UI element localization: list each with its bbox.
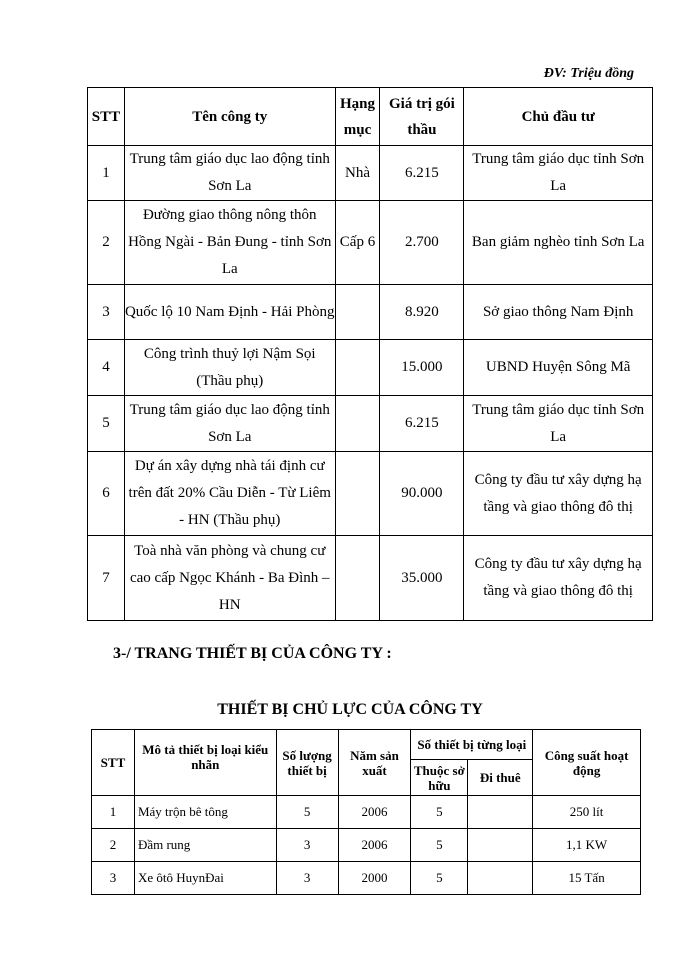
row-rented	[468, 862, 533, 895]
table-row	[92, 862, 641, 895]
unit-note: ĐV: Triệu đồng	[543, 66, 634, 81]
row-stt: 2	[88, 201, 125, 285]
table-header-row	[92, 730, 641, 760]
row-value: 90.000	[380, 452, 464, 536]
row-investor: Công ty đầu tư xây dựng hạ tầng và giao thông đô thị	[464, 536, 653, 621]
row-owned: 5	[411, 796, 468, 829]
row-qty: 3	[276, 829, 338, 862]
row-rented	[468, 796, 533, 829]
row-year: 2006	[338, 796, 411, 829]
row-stt: 7	[88, 536, 125, 621]
row-investor: Công ty đầu tư xây dựng hạ tầng và giao thông đô thị	[464, 452, 653, 536]
table-row	[88, 285, 653, 340]
row-company: Toà nhà văn phòng và chung cư cao cấp Ngọc Khánh - Ba Đình – HN	[124, 536, 335, 621]
row-category	[335, 340, 380, 396]
row-category	[335, 285, 380, 340]
table-row	[88, 340, 653, 396]
row-investor: Sở giao thông Nam Định	[464, 285, 653, 340]
row-stt: 6	[88, 452, 125, 536]
row-desc: Máy trộn bê tông	[134, 796, 276, 829]
table-row	[88, 201, 653, 285]
row-company: Dự án xây dựng nhà tái định cư trên đất 20% Cầu Diễn - Từ Liêm - HN (Thầu phụ)	[124, 452, 335, 536]
row-stt: 3	[88, 285, 125, 340]
row-stt: 3	[92, 862, 135, 895]
row-stt: 1	[88, 146, 125, 201]
row-value: 8.920	[380, 285, 464, 340]
row-company: Quốc lộ 10 Nam Định - Hải Phòng	[124, 285, 335, 340]
row-investor: UBND Huyện Sông Mã	[464, 340, 653, 396]
row-company: Đường giao thông nông thôn Hồng Ngài - Bản Đung - tỉnh Sơn La	[124, 201, 335, 285]
row-rented	[468, 829, 533, 862]
row-investor: Ban giảm nghèo tỉnh Sơn La	[464, 201, 653, 285]
row-stt: 5	[88, 396, 125, 452]
row-category: Cấp 6	[335, 201, 380, 285]
table-row	[88, 146, 653, 201]
header-rented: Đi thuê	[468, 760, 533, 796]
table-row	[88, 452, 653, 536]
row-value: 35.000	[380, 536, 464, 621]
header-category: Hạng mục	[335, 88, 380, 146]
equipment-table	[91, 729, 641, 895]
row-desc: Đầm rung	[134, 829, 276, 862]
header-owned: Thuộc sở hữu	[411, 760, 468, 796]
row-year: 2000	[338, 862, 411, 895]
equipment-table-title: THIẾT BỊ CHỦ LỰC CỦA CÔNG TY	[217, 701, 483, 718]
header-stt: STT	[88, 88, 125, 146]
row-stt: 1	[92, 796, 135, 829]
table-row	[92, 796, 641, 829]
header-value: Giá trị gói thầu	[380, 88, 464, 146]
row-company: Công trình thuỷ lợi Nậm Sọi (Thầu phụ)	[124, 340, 335, 396]
projects-table	[87, 87, 653, 621]
row-value: 2.700	[380, 201, 464, 285]
row-category: Nhà	[335, 146, 380, 201]
header-desc: Mô tả thiết bị loại kiểu nhãn	[134, 730, 276, 796]
row-category	[335, 452, 380, 536]
row-value: 6.215	[380, 146, 464, 201]
row-qty: 5	[276, 796, 338, 829]
table-row	[88, 396, 653, 452]
row-category	[335, 536, 380, 621]
header-year: Năm sản xuất	[338, 730, 411, 796]
header-stt: STT	[92, 730, 135, 796]
header-qty: Số lượng thiết bị	[276, 730, 338, 796]
row-desc: Xe ôtô HuynĐai	[134, 862, 276, 895]
row-owned: 5	[411, 862, 468, 895]
row-capacity: 250 lít	[533, 796, 641, 829]
section-heading: 3-/ TRANG THIẾT BỊ CỦA CÔNG TY :	[113, 645, 392, 662]
row-category	[335, 396, 380, 452]
row-investor: Trung tâm giáo dục tỉnh Sơn La	[464, 396, 653, 452]
row-value: 6.215	[380, 396, 464, 452]
header-company: Tên công ty	[124, 88, 335, 146]
table-row	[92, 829, 641, 862]
row-capacity: 1,1 KW	[533, 829, 641, 862]
row-qty: 3	[276, 862, 338, 895]
row-company: Trung tâm giáo dục lao động tỉnh Sơn La	[124, 396, 335, 452]
header-investor: Chủ đầu tư	[464, 88, 653, 146]
table-header-row	[88, 88, 653, 146]
row-stt: 4	[88, 340, 125, 396]
row-year: 2006	[338, 829, 411, 862]
row-stt: 2	[92, 829, 135, 862]
table-row	[88, 536, 653, 621]
row-capacity: 15 Tấn	[533, 862, 641, 895]
row-owned: 5	[411, 829, 468, 862]
row-value: 15.000	[380, 340, 464, 396]
row-company: Trung tâm giáo dục lao động tỉnh Sơn La	[124, 146, 335, 201]
row-investor: Trung tâm giáo dục tỉnh Sơn La	[464, 146, 653, 201]
header-count-group: Số thiết bị từng loại	[411, 730, 533, 760]
header-capacity: Công suất hoạt động	[533, 730, 641, 796]
